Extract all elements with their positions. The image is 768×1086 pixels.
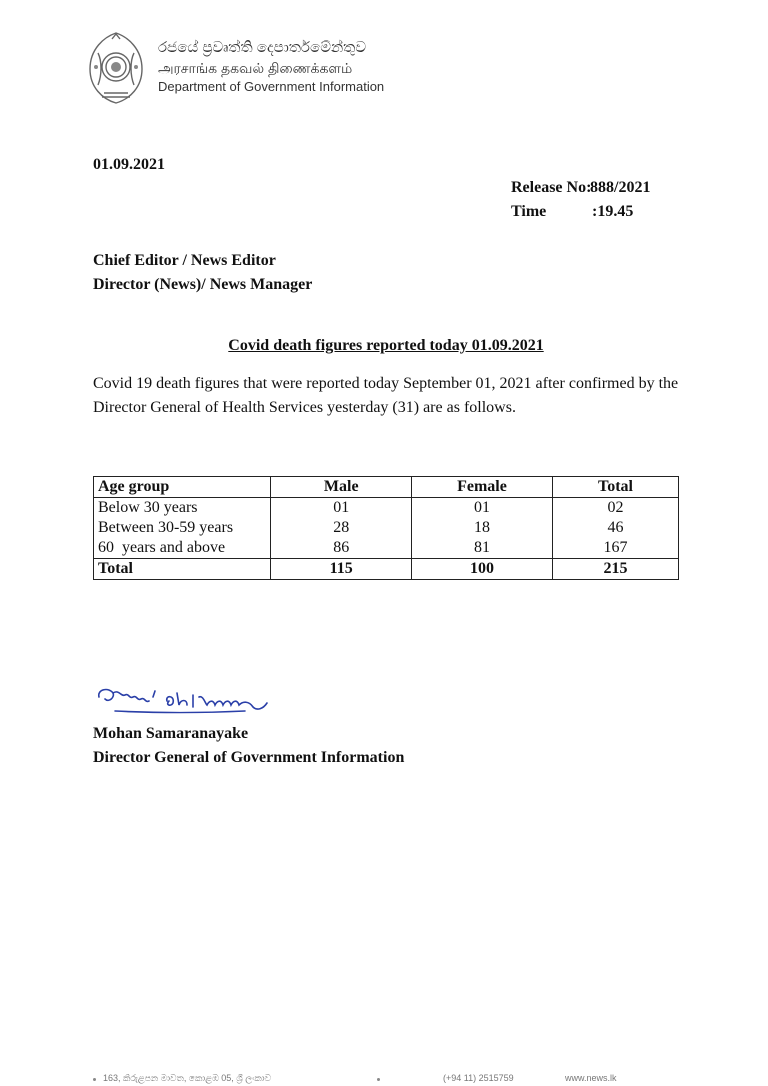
footer-address: 163, කිරුළපන මාවත, කොළඹ 05, ශ්‍රී ලංකාව [103,1073,272,1083]
column-header-male: Male [271,477,411,498]
dept-name-tamil: அரசாங்க தகவல் திணைக்களம் [158,60,353,76]
column-header-total: Total [552,477,678,498]
release-number: 888/2021 [590,179,651,196]
release-time-label: Time [511,203,547,220]
release-time: :19.45 [592,203,634,220]
body-paragraph: Covid 19 death figures that were reported today September 01, 2021 after confirmed by the Director General of Health Services yesterday (31) are as follows. [93,375,679,416]
table-cell: Between 30-59 years [94,518,271,538]
bullet-icon [377,1078,380,1081]
table-cell: Below 30 years [94,498,271,519]
table-cell: 01 [411,498,552,519]
table-cell: 18 [411,518,552,538]
table-total-row [94,559,679,580]
total-label: Total [94,559,271,580]
table-header-row [94,477,679,498]
recipient-line-1: Chief Editor / News Editor [93,252,276,269]
footer-website: www.news.lk [565,1073,617,1083]
document-heading: Covid death figures reported today 01.09.2021 [228,337,544,354]
column-header-female: Female [411,477,552,498]
death-figures-table [93,476,679,580]
department-letterhead [158,37,384,96]
signatory-title: Director General of Government Information [93,749,405,766]
total-all: 215 [552,559,678,580]
table-cell: 86 [271,538,411,559]
table-row [94,518,679,538]
footer-phone: (+94 11) 2515759 [443,1073,514,1083]
bullet-icon [93,1078,96,1081]
table-cell: 02 [552,498,678,519]
release-number-label: Release No: [511,179,592,196]
column-header-age-group: Age group [94,477,271,498]
dept-name-english: Department of Government Information [158,79,385,94]
handwritten-signature [95,683,273,723]
total-male: 115 [271,559,411,580]
table-cell: 01 [271,498,411,519]
signatory-name: Mohan Samaranayake [93,725,249,742]
table-cell: 46 [552,518,678,538]
government-emblem-icon [84,31,148,105]
recipient-line-2: Director (News)/ News Manager [93,276,313,293]
release-date: 01.09.2021 [93,156,165,173]
table-cell: 60 years and above [94,538,271,559]
total-female: 100 [411,559,552,580]
table-cell: 81 [411,538,552,559]
table-cell: 167 [552,538,678,559]
dept-name-sinhala: රජයේ ප්‍රවෘත්ති දෙපාර්තමේන්තුව [158,39,367,56]
table-row [94,498,679,519]
table-cell: 28 [271,518,411,538]
table-row [94,538,679,559]
